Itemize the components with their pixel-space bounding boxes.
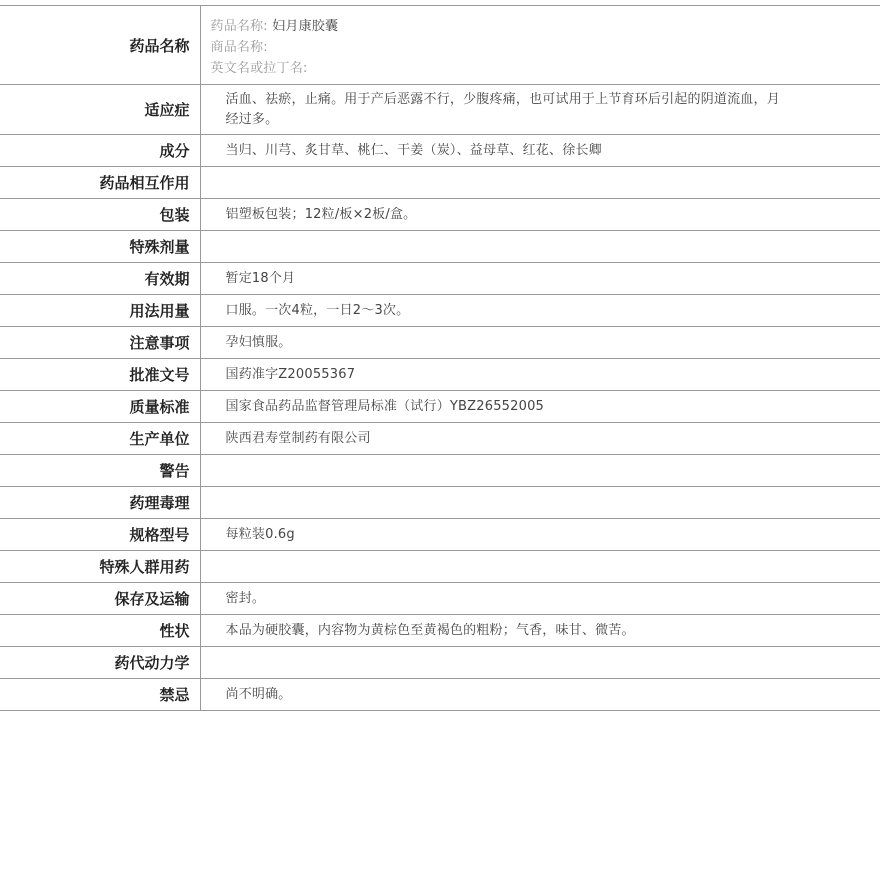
row-warning — [0, 455, 880, 487]
row-label: 特殊剂量 — [0, 231, 200, 263]
row-value: 每粒装0.6g — [200, 519, 880, 551]
drug-names-cell — [200, 6, 880, 85]
row-special-dosage — [0, 231, 880, 263]
row-label: 规格型号 — [0, 519, 200, 551]
row-label: 质量标准 — [0, 391, 200, 423]
row-label: 适应症 — [0, 85, 200, 135]
row-label: 成分 — [0, 135, 200, 167]
row-specification — [0, 519, 880, 551]
generic-name-label: 药品名称: — [210, 19, 268, 34]
row-validity — [0, 263, 880, 295]
row-value: 密封。 — [200, 583, 880, 615]
row-value — [200, 231, 880, 263]
row-value: 陕西君寿堂制药有限公司 — [200, 423, 880, 455]
row-description — [0, 615, 880, 647]
row-value: 口服。一次4粒，一日2～3次。 — [200, 295, 880, 327]
row-value: 当归、川芎、炙甘草、桃仁、干姜（炭）、益母草、红花、徐长卿 — [200, 135, 880, 167]
row-label: 用法用量 — [0, 295, 200, 327]
row-value: 尚不明确。 — [200, 679, 880, 711]
row-value: 暂定18个月 — [200, 263, 880, 295]
row-value: 孕妇慎服。 — [200, 327, 880, 359]
row-label: 药理毒理 — [0, 487, 200, 519]
row-label: 批准文号 — [0, 359, 200, 391]
row-value — [200, 487, 880, 519]
row-label: 警告 — [0, 455, 200, 487]
row-label: 禁忌 — [0, 679, 200, 711]
row-label: 注意事项 — [0, 327, 200, 359]
drug-info-table — [0, 5, 880, 711]
row-value: 本品为硬胶囊，内容物为黄棕色至黄褐色的粗粉；气香，味甘、微苦。 — [200, 615, 880, 647]
row-special-populations — [0, 551, 880, 583]
row-label: 包装 — [0, 199, 200, 231]
row-label: 药品相互作用 — [0, 167, 200, 199]
row-manufacturer — [0, 423, 880, 455]
row-value — [200, 551, 880, 583]
row-drug-name — [0, 6, 880, 85]
row-pharmacokinetics — [0, 647, 880, 679]
trade-name-label: 商品名称: — [210, 40, 268, 55]
latin-name-label: 英文名或拉丁名: — [210, 61, 308, 76]
row-ingredients — [0, 135, 880, 167]
generic-name-value: 妇月康胶囊 — [272, 19, 339, 34]
row-precautions — [0, 327, 880, 359]
row-usage-dosage — [0, 295, 880, 327]
row-label: 性状 — [0, 615, 200, 647]
row-value: 活血、祛瘀，止痛。用于产后恶露不行，少腹疼痛，也可试用于上节育环后引起的阴道流血，月经过多。 — [200, 85, 880, 135]
latin-name-line — [211, 58, 791, 79]
row-label: 保存及运输 — [0, 583, 200, 615]
row-value — [200, 455, 880, 487]
row-value — [200, 167, 880, 199]
row-pharmacology — [0, 487, 880, 519]
row-quality-standard — [0, 391, 880, 423]
row-label: 生产单位 — [0, 423, 200, 455]
row-label: 药代动力学 — [0, 647, 200, 679]
row-approval-number — [0, 359, 880, 391]
row-label: 有效期 — [0, 263, 200, 295]
row-contraindications — [0, 679, 880, 711]
row-storage — [0, 583, 880, 615]
row-value: 铝塑板包装；12粒/板×2板/盒。 — [200, 199, 880, 231]
row-interactions — [0, 167, 880, 199]
row-packaging — [0, 199, 880, 231]
row-value — [200, 647, 880, 679]
row-label: 药品名称 — [0, 6, 200, 85]
row-value: 国药准字Z20055367 — [200, 359, 880, 391]
row-indications — [0, 85, 880, 135]
row-label: 特殊人群用药 — [0, 551, 200, 583]
trade-name-line — [211, 37, 791, 58]
row-value: 国家食品药品监督管理局标准（试行）YBZ26552005 — [200, 391, 880, 423]
generic-name-line — [211, 16, 791, 37]
